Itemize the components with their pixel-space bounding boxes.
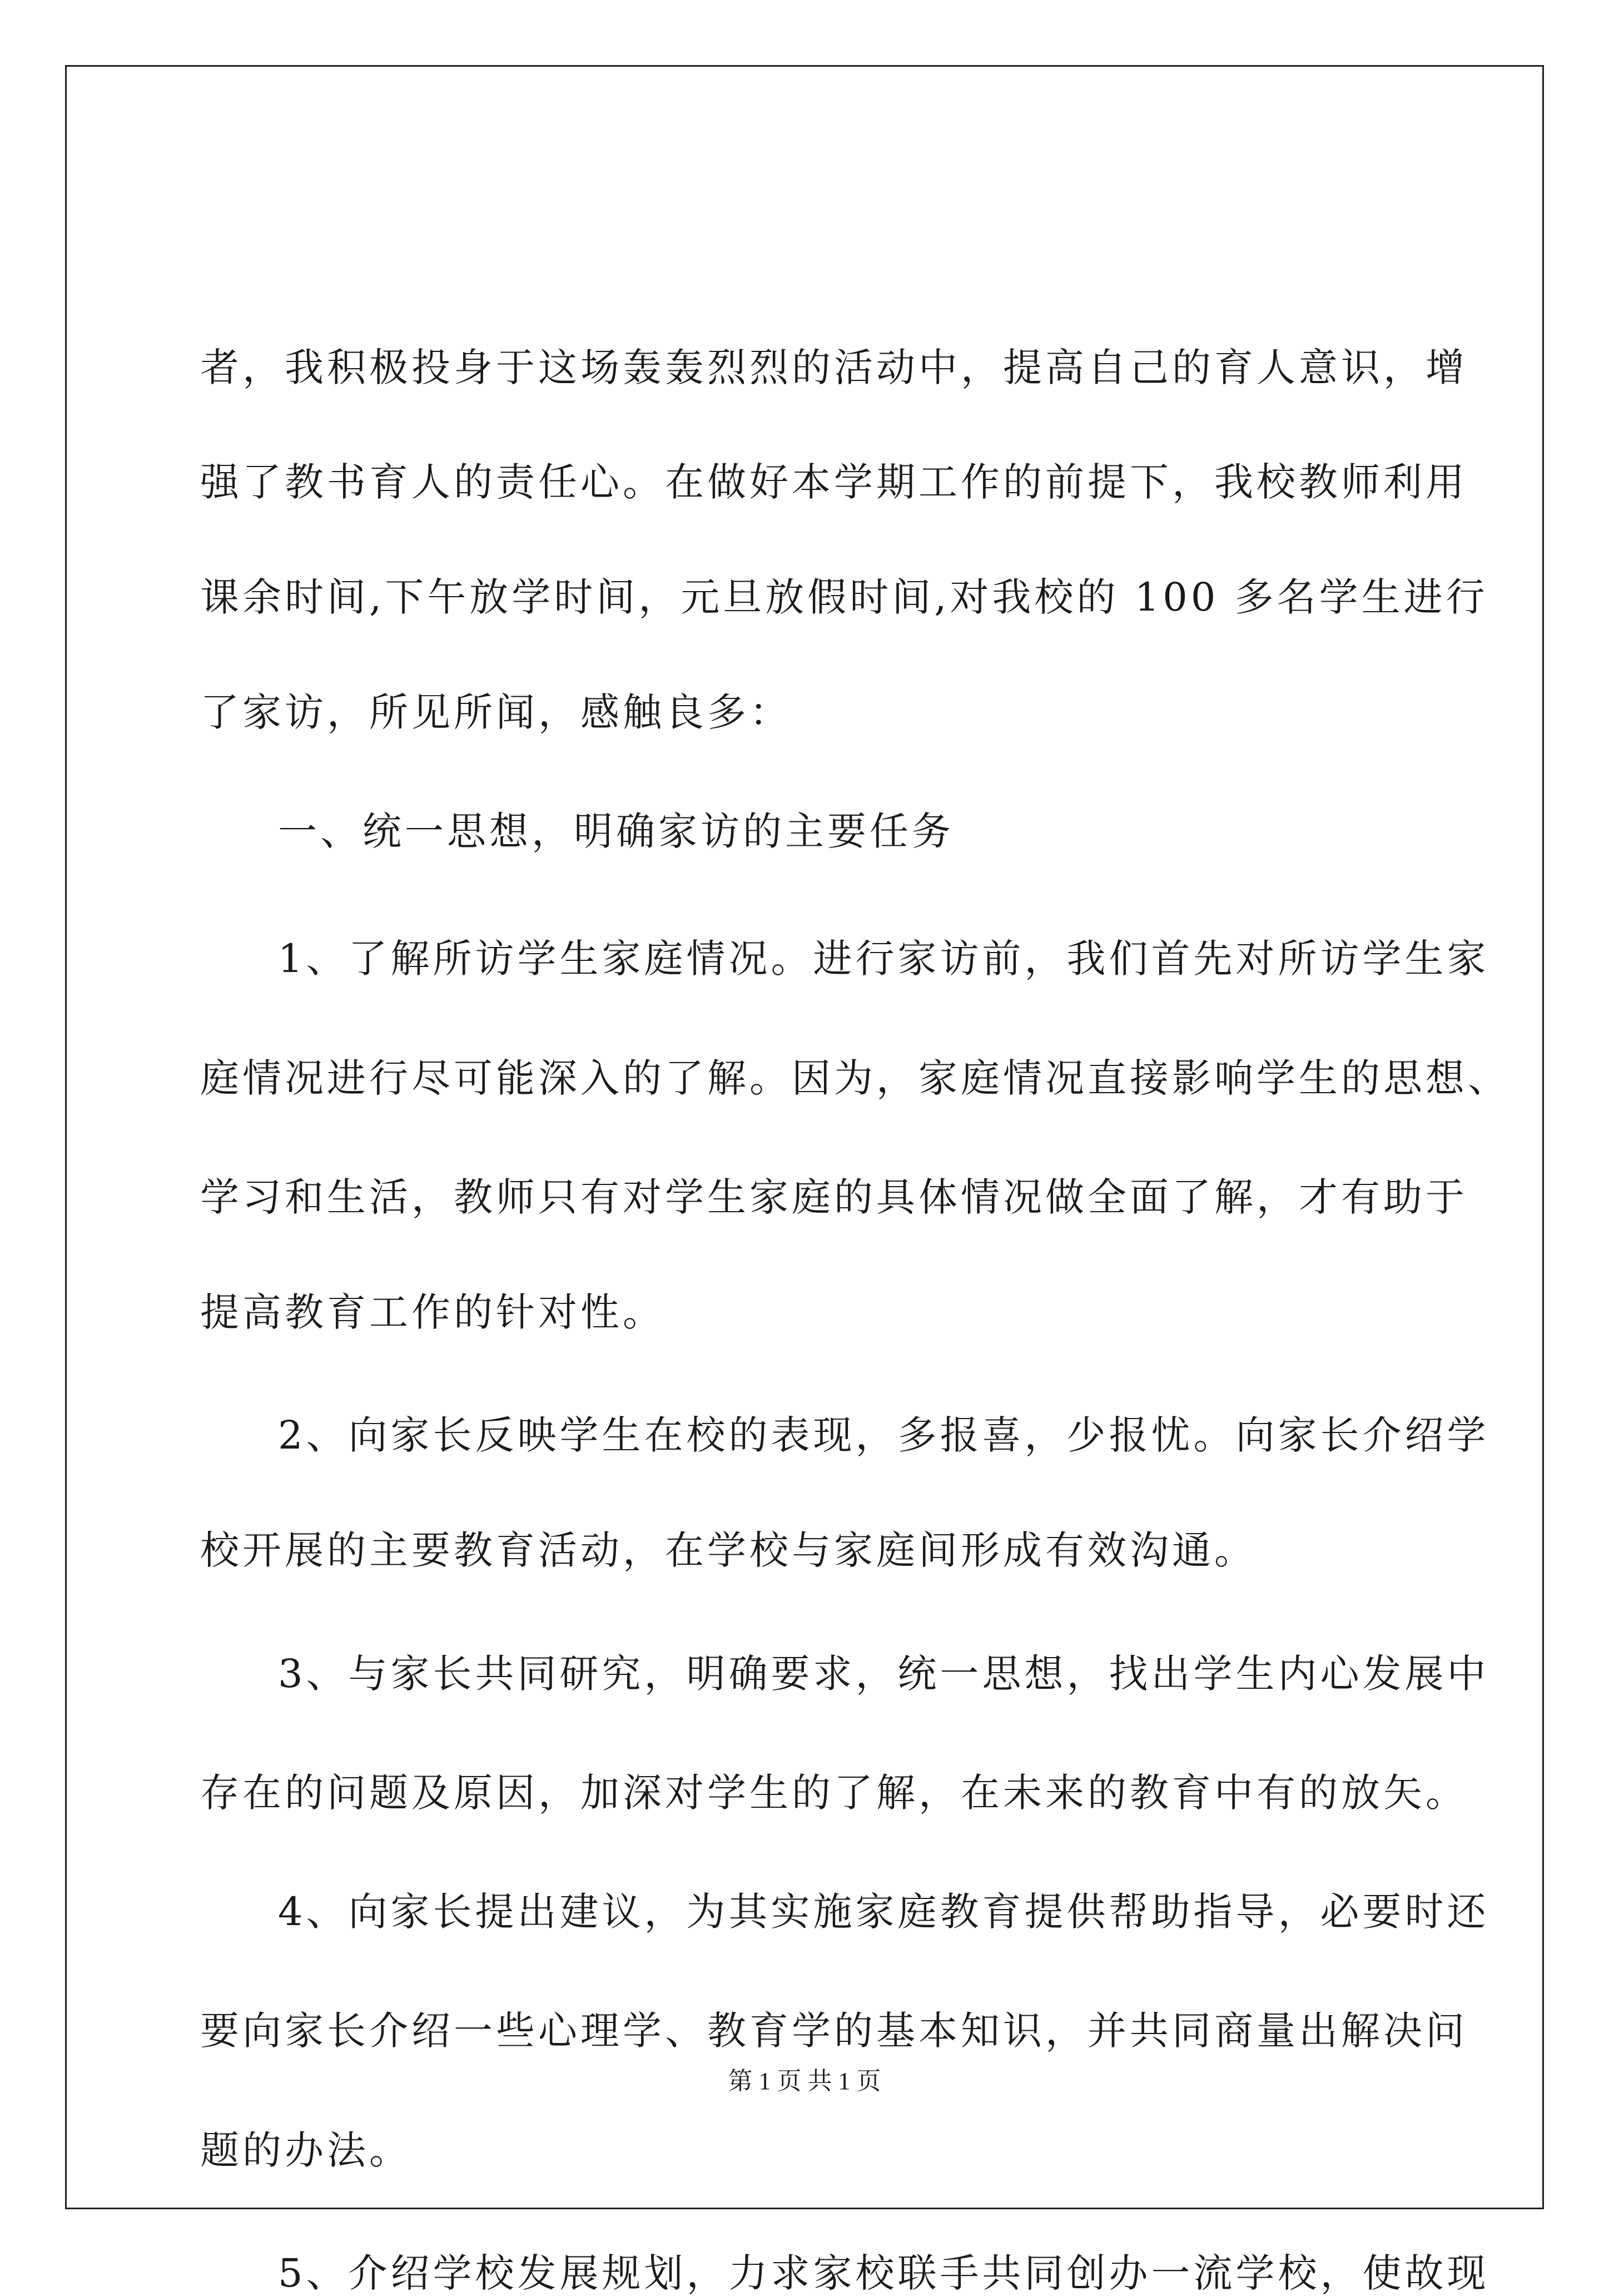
text-line: 3、与家长共同研究，明确要求，统一思想，找出学生内心发展中 — [278, 1650, 1489, 1697]
text-line: 5、介绍学校发展规划，力求家校联手共同创办一流学校，使故现 — [278, 2250, 1489, 2296]
text-line: 题的办法。 — [200, 2127, 411, 2173]
text-line: 校开展的主要教育活动，在学校与家庭间形成有效沟通。 — [200, 1528, 1257, 1574]
text-line: 提高教育工作的针对性。 — [200, 1289, 665, 1335]
text-line: 学习和生活，教师只有对学生家庭的具体情况做全面了解，才有助于 — [200, 1174, 1468, 1220]
text-line: 1、了解所访学生家庭情况。进行家访前，我们首先对所访学生家 — [278, 936, 1489, 982]
page-footer: 第 1 页 共 1 页 — [728, 2067, 881, 2095]
text-line: 了家访，所见所闻，感触良多： — [200, 690, 792, 736]
text-line: 要向家长介绍一些心理学、教育学的基本知识，并共同商量出解决问 — [200, 2008, 1468, 2054]
text-line: 课余时间,下午放学时间，元旦放假时间,对我校的 100 多名学生进行 — [200, 574, 1488, 621]
text-line: 存在的问题及原因，加深对学生的了解，在未来的教育中有的放矢。 — [200, 1770, 1468, 1816]
section-heading: 一、统一思想，明确家访的主要任务 — [278, 809, 954, 855]
text-line: 者，我积极投身于这场轰轰烈烈的活动中，提高自己的育人意识，增 — [200, 344, 1468, 390]
text-line: 庭情况进行尽可能深入的了解。因为，家庭情况直接影响学生的思想、 — [200, 1055, 1510, 1101]
text-line: 4、向家长提出建议，为其实施家庭教育提供帮助指导，必要时还 — [278, 1889, 1489, 1935]
text-line: 强了教书育人的责任心。在做好本学期工作的前提下，我校教师利用 — [200, 459, 1468, 505]
text-line: 2、向家长反映学生在校的表现，多报喜，少报忧。向家长介绍学 — [278, 1412, 1489, 1459]
